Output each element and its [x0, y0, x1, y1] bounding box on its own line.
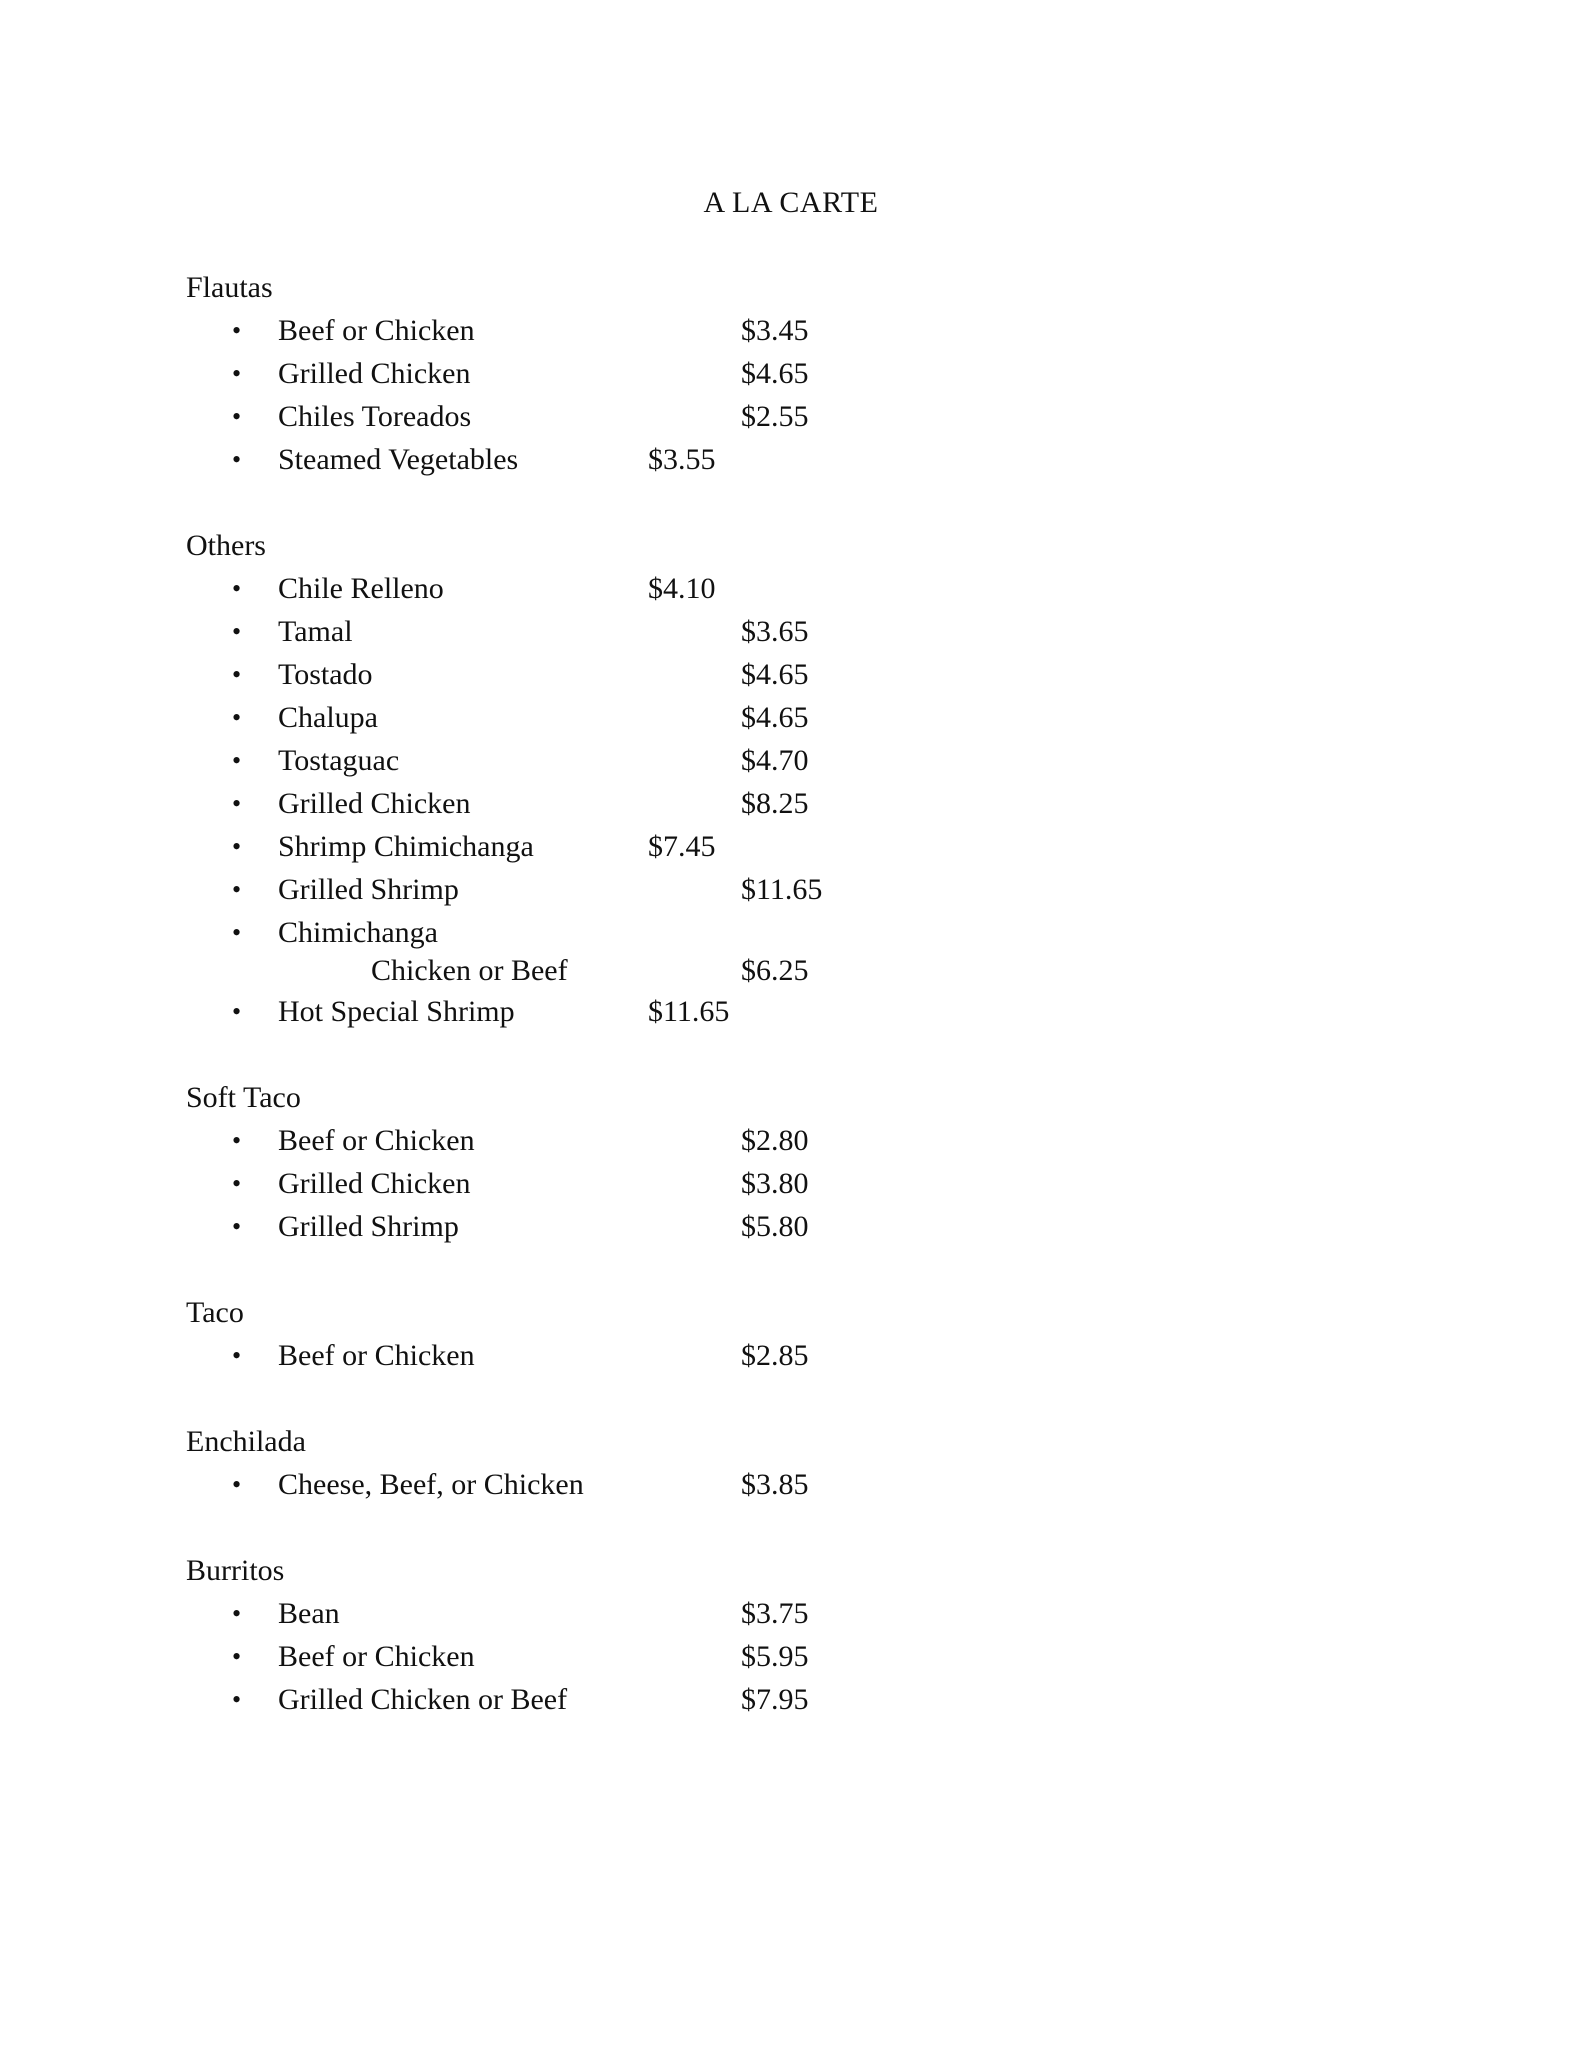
menu-item	[186, 352, 1386, 395]
section-heading: Soft Taco	[186, 1081, 301, 1114]
menu-item	[186, 911, 1386, 954]
item-price: $3.80	[741, 1167, 809, 1200]
menu-content	[186, 266, 1386, 1764]
page-title: A LA CARTE	[703, 186, 879, 219]
bullet-icon: •	[232, 1470, 242, 1499]
menu-item	[186, 868, 1386, 911]
item-price: $4.65	[741, 658, 809, 691]
menu-item	[186, 990, 1386, 1033]
bullet-icon: •	[232, 617, 242, 646]
menu-section	[186, 1549, 1386, 1721]
section-heading: Enchilada	[186, 1425, 306, 1458]
item-name: Beef or Chicken	[278, 1640, 475, 1673]
bullet-icon: •	[232, 1599, 242, 1628]
item-name: Shrimp Chimichanga	[278, 830, 534, 863]
item-price: $8.25	[741, 787, 809, 820]
item-name: Beef or Chicken	[278, 1339, 475, 1372]
menu-item	[186, 1463, 1386, 1506]
bullet-icon: •	[232, 1169, 242, 1198]
menu-item	[186, 1678, 1386, 1721]
menu-item	[186, 1592, 1386, 1635]
menu-item	[186, 739, 1386, 782]
item-price: $4.65	[741, 357, 809, 390]
bullet-icon: •	[232, 1341, 242, 1370]
bullet-icon: •	[232, 1685, 242, 1714]
menu-item	[186, 1162, 1386, 1205]
menu-item	[186, 567, 1386, 610]
menu-item	[186, 309, 1386, 352]
item-name: Chalupa	[278, 701, 378, 734]
menu-item	[186, 653, 1386, 696]
item-name: Beef or Chicken	[278, 1124, 475, 1157]
menu-item	[186, 825, 1386, 868]
section-heading: Flautas	[186, 271, 273, 304]
subitem-name: Chicken or Beef	[371, 954, 568, 987]
item-name: Grilled Shrimp	[278, 1210, 459, 1243]
item-price: $11.65	[648, 995, 730, 1028]
item-name: Tostado	[278, 658, 373, 691]
bullet-icon: •	[232, 660, 242, 689]
menu-item	[186, 782, 1386, 825]
item-name: Tostaguac	[278, 744, 400, 777]
item-price: $3.75	[741, 1597, 809, 1630]
bullet-icon: •	[232, 832, 242, 861]
bullet-icon: •	[232, 875, 242, 904]
item-name: Grilled Shrimp	[278, 873, 459, 906]
item-price: $2.85	[741, 1339, 809, 1372]
menu-item	[186, 1205, 1386, 1248]
item-price: $7.95	[741, 1683, 809, 1716]
bullet-icon: •	[232, 402, 242, 431]
item-price: $4.65	[741, 701, 809, 734]
bullet-icon: •	[232, 574, 242, 603]
bullet-icon: •	[232, 746, 242, 775]
bullet-icon: •	[232, 789, 242, 818]
item-name: Grilled Chicken	[278, 787, 471, 820]
bullet-icon: •	[232, 445, 242, 474]
item-price: $5.95	[741, 1640, 809, 1673]
item-price: $2.55	[741, 400, 809, 433]
item-name: Steamed Vegetables	[278, 443, 519, 476]
item-price: $3.55	[648, 443, 716, 476]
item-price: $3.85	[741, 1468, 809, 1501]
bullet-icon: •	[232, 359, 242, 388]
item-name: Grilled Chicken or Beef	[278, 1683, 568, 1716]
section-heading: Others	[186, 529, 266, 562]
menu-item	[186, 696, 1386, 739]
item-price: $2.80	[741, 1124, 809, 1157]
item-name: Chile Relleno	[278, 572, 444, 605]
item-name: Hot Special Shrimp	[278, 995, 515, 1028]
bullet-icon: •	[232, 703, 242, 732]
item-name: Cheese, Beef, or Chicken	[278, 1468, 584, 1501]
bullet-icon: •	[232, 997, 242, 1026]
item-price: $5.80	[741, 1210, 809, 1243]
menu-section	[186, 266, 1386, 481]
item-name: Grilled Chicken	[278, 1167, 471, 1200]
item-name: Grilled Chicken	[278, 357, 471, 390]
bullet-icon: •	[232, 918, 242, 947]
menu-section	[186, 1076, 1386, 1248]
menu-item	[186, 1334, 1386, 1377]
menu-section	[186, 524, 1386, 1033]
menu-item	[186, 610, 1386, 653]
item-price: $11.65	[741, 873, 823, 906]
menu-item	[186, 395, 1386, 438]
menu-item	[186, 1119, 1386, 1162]
item-name: Chiles Toreados	[278, 400, 472, 433]
menu-section	[186, 1420, 1386, 1506]
bullet-icon: •	[232, 1126, 242, 1155]
item-name: Bean	[278, 1597, 340, 1630]
bullet-icon: •	[232, 316, 242, 345]
item-price: $4.70	[741, 744, 809, 777]
item-name: Chimichanga	[278, 916, 438, 949]
item-name: Beef or Chicken	[278, 314, 475, 347]
item-price: $3.65	[741, 615, 809, 648]
menu-subitem	[186, 952, 1386, 990]
item-price: $3.45	[741, 314, 809, 347]
menu-item	[186, 1635, 1386, 1678]
menu-item	[186, 438, 1386, 481]
section-heading: Burritos	[186, 1554, 285, 1587]
item-name: Tamal	[278, 615, 353, 648]
item-price: $7.45	[648, 830, 716, 863]
menu-section	[186, 1291, 1386, 1377]
item-price: $4.10	[648, 572, 716, 605]
bullet-icon: •	[232, 1212, 242, 1241]
subitem-price: $6.25	[741, 954, 809, 987]
bullet-icon: •	[232, 1642, 242, 1671]
section-heading: Taco	[186, 1296, 244, 1329]
